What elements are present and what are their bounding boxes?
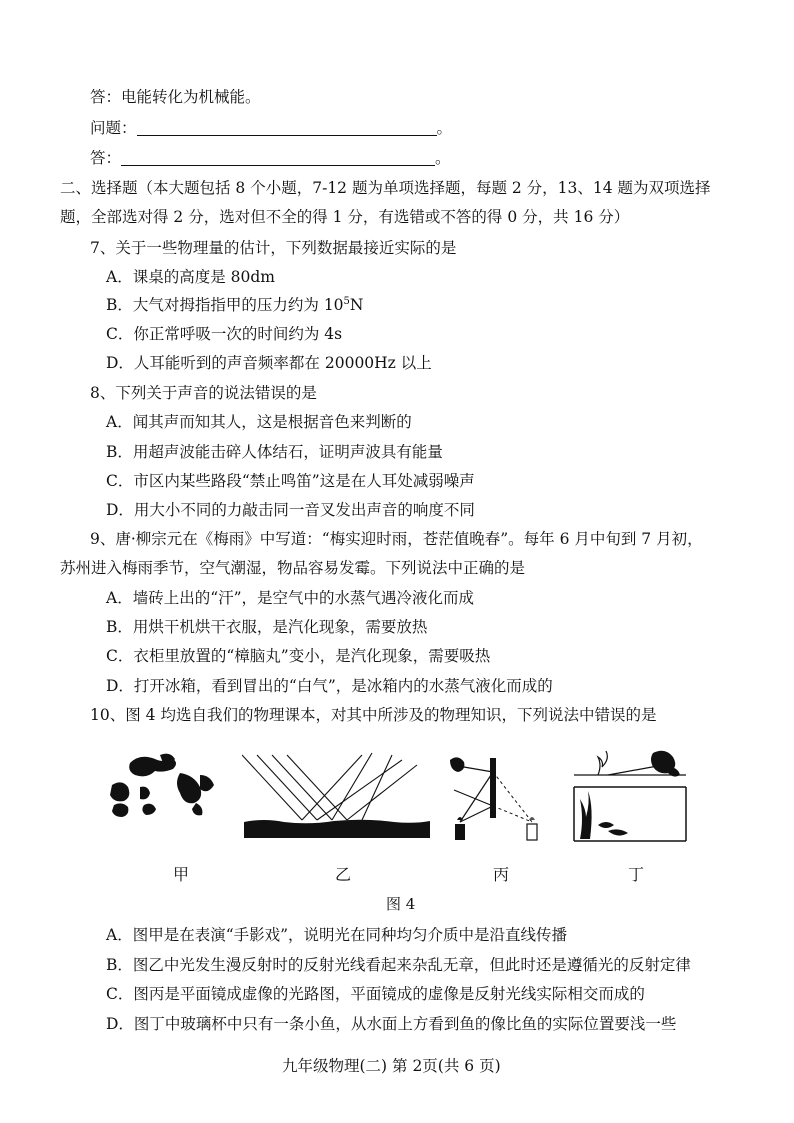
q10-stem: 10、图 4 均选自我们的物理课本，对其中所涉及的物理知识，下列说法中错误的是 <box>90 706 657 724</box>
q7-option-d: D．人耳能听到的声音频率都在 20000Hz 以上 <box>106 354 432 372</box>
q10-option-c: C．图丙是平面镜成虚像的光路图，平面镜成的虚像是反射光线实际相交而成的 <box>106 985 645 1003</box>
q10-option-b: B．图乙中光发生漫反射时的反射光线看起来杂乱无章，但此时还是遵循光的反射定律 <box>106 956 691 974</box>
answer-blank <box>121 149 435 166</box>
q9-option-d: D．打开冰箱，看到冒出的“白气”，是冰箱内的水蒸气液化而成的 <box>106 677 553 695</box>
answer-end-mark: 。 <box>435 149 451 167</box>
section-heading-line2: 题，全部选对得 2 分，选对但不全的得 1 分，有选错或不答的得 0 分，共 16 分） <box>60 208 630 226</box>
q7-option-c: C．你正常呼吸一次的时间约为 4s <box>106 325 343 343</box>
question-blank <box>137 119 437 136</box>
figure-bing-plane-mirror <box>440 750 550 850</box>
question-label: 问题： <box>90 119 137 137</box>
section-heading-line1: 二、选择题（本大题包括 8 个小题，7-12 题为单项选择题，每题 2 分，13、14 题为双项选择 <box>60 179 711 197</box>
q8-option-c: C．市区内某些路段“禁止鸣笛”这是在人耳处减弱噪声 <box>106 472 475 490</box>
q7-option-b-unit: N <box>349 296 364 314</box>
q9-stem-line1: 9、唐·柳宗元在《梅雨》中写道：“梅实迎时雨，苍茫值晚春”。每年 6 月中旬到 7 月初， <box>90 530 703 548</box>
previous-answer-text: 答：电能转化为机械能。 <box>90 88 261 106</box>
q9-option-c: C．衣柜里放置的“樟脑丸”变小，是汽化现象，需要吸热 <box>106 647 491 665</box>
question-end-mark: 。 <box>436 119 453 137</box>
figure-jia-hand-shadow <box>100 745 240 845</box>
q7-option-a: A．课桌的高度是 80dm <box>106 268 275 286</box>
q9-stem-line2: 苏州进入梅雨季节，空气潮湿，物品容易发霉。下列说法中正确的是 <box>60 559 526 577</box>
figure-yi-diffuse-reflection <box>242 750 432 845</box>
q8-stem: 8、下列关于声音的说法错误的是 <box>90 384 317 402</box>
answer-fill-line <box>90 147 451 169</box>
answer-label: 答： <box>90 149 122 167</box>
question-fill-line <box>90 117 452 139</box>
q7-option-b-text: B．大气对拇指指甲的压力约为 10 <box>106 296 344 314</box>
q9-option-a: A．墙砖上出的“汗”，是空气中的水蒸气遇冷液化而成 <box>106 589 475 607</box>
figure-label-ding: 丁 <box>628 865 645 884</box>
figure-ding-fish-refraction <box>568 745 698 845</box>
figure-label-jia: 甲 <box>173 865 190 884</box>
figure-caption: 图 4 <box>386 895 416 913</box>
q8-option-d: D．用大小不同的力敲击同一音叉发出声音的响度不同 <box>106 501 475 519</box>
q7-option-b <box>106 294 363 316</box>
q9-option-b: B．用烘干机烘干衣服，是汽化现象，需要放热 <box>106 618 428 636</box>
figure-label-bing: 丙 <box>493 865 510 884</box>
q10-option-a: A．图甲是在表演“手影戏”，说明光在同种均匀介质中是沿直线传播 <box>106 926 568 944</box>
q7-option-b-exponent: 5 <box>343 296 350 307</box>
page-footer: 九年级物理(二) 第 2页(共 6 页) <box>282 1057 501 1075</box>
figure-label-yi: 乙 <box>335 865 352 884</box>
q8-option-b: B．用超声波能击碎人体结石，证明声波具有能量 <box>106 443 443 461</box>
q7-stem: 7、关于一些物理量的估计，下列数据最接近实际的是 <box>90 239 457 257</box>
q8-option-a: A．闻其声而知其人，这是根据音色来判断的 <box>106 413 412 431</box>
q10-option-d: D．图丁中玻璃杯中只有一条小鱼，从水面上方看到鱼的像比鱼的实际位置要浅一些 <box>106 1015 677 1033</box>
